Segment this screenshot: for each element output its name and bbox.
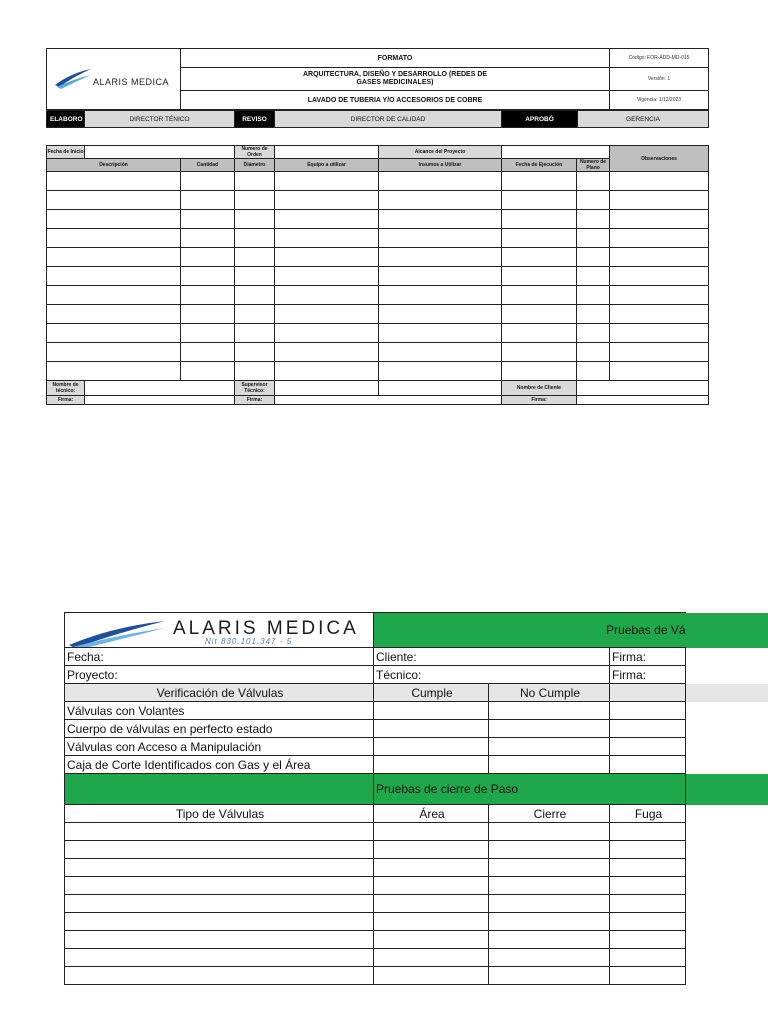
table-cell[interactable] — [577, 229, 610, 248]
table-cell[interactable] — [275, 362, 379, 381]
blank-header — [610, 684, 686, 702]
table-cell[interactable] — [65, 967, 374, 985]
table-row — [47, 305, 709, 324]
col-header: Insumos a Utilizar — [379, 159, 502, 172]
col-header: Descripción — [47, 159, 181, 172]
reviso-label: REVISO — [235, 111, 275, 128]
nombre-tecnico-field[interactable] — [85, 381, 235, 396]
fuga-header: Fuga — [610, 805, 686, 823]
blank-cell — [686, 931, 768, 949]
elaboro-value: DIRECTOR TÉNICO — [85, 111, 235, 128]
table-cell[interactable] — [235, 191, 275, 210]
blank-cell — [610, 756, 686, 774]
table-cell[interactable] — [489, 877, 610, 895]
table-row — [65, 841, 768, 859]
blank-cell — [686, 738, 768, 756]
table-cell[interactable] — [65, 949, 374, 967]
table-cell[interactable] — [275, 191, 379, 210]
blank-cell — [686, 756, 768, 774]
table-cell[interactable] — [489, 841, 610, 859]
table-cell[interactable] — [235, 267, 275, 286]
table-cell[interactable] — [181, 286, 235, 305]
table-cell[interactable] — [181, 362, 235, 381]
table-cell[interactable] — [489, 823, 610, 841]
firma-field[interactable] — [577, 396, 709, 405]
table-cell[interactable] — [610, 286, 709, 305]
table-cell[interactable] — [275, 343, 379, 362]
company-logo — [65, 613, 374, 648]
table-cell[interactable] — [275, 248, 379, 267]
table-cell[interactable] — [181, 305, 235, 324]
table-cell[interactable] — [65, 823, 374, 841]
no-cumple-cell[interactable] — [489, 756, 610, 774]
table-cell[interactable] — [379, 210, 502, 229]
valve-rows — [65, 823, 768, 985]
supervisor-label: Supervisor Técnico: — [235, 381, 275, 396]
table-cell[interactable] — [610, 895, 686, 913]
firma-label: Firma: — [47, 396, 85, 405]
table-cell[interactable] — [47, 267, 181, 286]
table-cell[interactable] — [275, 172, 379, 191]
table-row — [47, 248, 709, 267]
section2-left — [65, 774, 374, 805]
table-cell[interactable] — [47, 305, 181, 324]
form-version: Versión: 1 — [610, 68, 709, 91]
banner-overflow — [686, 613, 768, 648]
blank-cell — [610, 738, 686, 756]
no-cumple-cell[interactable] — [489, 702, 610, 720]
table-cell[interactable] — [275, 267, 379, 286]
nombre-cliente-label: Nombre de Cliente — [502, 381, 577, 396]
approval-bar — [46, 110, 709, 128]
table-cell[interactable] — [502, 305, 577, 324]
no-cumple-header: No Cumple — [489, 684, 610, 702]
table-cell[interactable] — [379, 286, 502, 305]
table-cell[interactable] — [610, 324, 709, 343]
table-cell[interactable] — [577, 343, 610, 362]
table-cell[interactable] — [610, 191, 709, 210]
table-cell[interactable] — [489, 967, 610, 985]
table-cell[interactable] — [502, 248, 577, 267]
table-cell[interactable] — [489, 949, 610, 967]
blank-cell — [686, 895, 768, 913]
table-cell[interactable] — [489, 895, 610, 913]
firma-field[interactable] — [275, 396, 502, 405]
nombre-cliente-field[interactable] — [577, 381, 709, 396]
table-cell[interactable] — [502, 324, 577, 343]
cierre-header: Cierre — [489, 805, 610, 823]
table-cell[interactable] — [610, 913, 686, 931]
table-cell[interactable] — [502, 362, 577, 381]
banner-title: Pruebas de Vá — [374, 613, 686, 648]
blank-cell — [610, 720, 686, 738]
table-cell[interactable] — [235, 324, 275, 343]
table-cell[interactable] — [502, 286, 577, 305]
logo-nit: Nit 830.101.347 - 5 — [205, 637, 293, 646]
table-cell[interactable] — [65, 877, 374, 895]
swoosh-logo-icon — [67, 619, 167, 648]
table-cell[interactable] — [577, 362, 610, 381]
cumple-cell[interactable] — [374, 738, 489, 756]
table-cell[interactable] — [235, 248, 275, 267]
table-cell[interactable] — [379, 248, 502, 267]
table-cell[interactable] — [275, 286, 379, 305]
table-cell[interactable] — [502, 343, 577, 362]
form-procedure: LAVADO DE TUBERIA Y/O ACCESORIOS DE COBRE — [181, 91, 610, 110]
check-item: Válvulas con Acceso a Manipulación — [65, 738, 374, 756]
table-cell[interactable] — [181, 210, 235, 229]
table-cell[interactable] — [610, 267, 709, 286]
no-cumple-cell[interactable] — [489, 738, 610, 756]
blank-cell — [686, 841, 768, 859]
form-header — [46, 48, 709, 110]
table-cell[interactable] — [577, 267, 610, 286]
check-item: Válvulas con Volantes — [65, 702, 374, 720]
table-cell[interactable] — [47, 229, 181, 248]
table-row — [65, 859, 768, 877]
table-cell[interactable] — [47, 286, 181, 305]
table-cell[interactable] — [181, 324, 235, 343]
cumple-cell[interactable] — [374, 756, 489, 774]
alcance-label: Alcance del Proyecto — [379, 146, 502, 159]
blank-cell — [379, 381, 502, 396]
table-cell[interactable] — [489, 931, 610, 949]
blank-cell — [686, 823, 768, 841]
table-row — [47, 229, 709, 248]
table-cell[interactable] — [577, 191, 610, 210]
col-header: Numero de Plano — [577, 159, 610, 172]
table-cell[interactable] — [577, 324, 610, 343]
table-row — [65, 967, 768, 985]
table-cell[interactable] — [275, 305, 379, 324]
table-cell[interactable] — [181, 267, 235, 286]
no-cumple-cell[interactable] — [489, 720, 610, 738]
fecha-label: Fecha: — [65, 648, 374, 666]
table-cell[interactable] — [489, 913, 610, 931]
table-cell[interactable] — [65, 859, 374, 877]
table-cell[interactable] — [235, 286, 275, 305]
table-cell[interactable] — [502, 172, 577, 191]
table-row — [65, 895, 768, 913]
table-cell[interactable] — [610, 248, 709, 267]
table-cell[interactable] — [235, 172, 275, 191]
table-cell[interactable] — [275, 210, 379, 229]
firma-label: Firma: — [610, 666, 686, 684]
col-header: Diámetro — [235, 159, 275, 172]
form-validity: Vigencia: 1/12/2023 — [610, 91, 709, 110]
table-cell[interactable] — [181, 343, 235, 362]
grid-rows — [47, 172, 709, 381]
table-cell[interactable] — [577, 248, 610, 267]
cumple-cell[interactable] — [374, 702, 489, 720]
table-cell[interactable] — [610, 362, 709, 381]
reviso-value: DIRECTOR DE CALIDAD — [275, 111, 502, 128]
verificacion-header: Verificación de Válvulas — [65, 684, 374, 702]
table-cell[interactable] — [610, 343, 709, 362]
blank-cell — [686, 702, 768, 720]
table-cell[interactable] — [610, 859, 686, 877]
blank-cell — [686, 805, 768, 823]
table-cell[interactable] — [610, 172, 709, 191]
table-cell[interactable] — [47, 248, 181, 267]
elaboro-label: ELABORO — [47, 111, 85, 128]
table-row — [47, 324, 709, 343]
aprobo-label: APROBÓ — [502, 111, 578, 128]
cumple-cell[interactable] — [374, 720, 489, 738]
table-cell[interactable] — [47, 172, 181, 191]
table-cell[interactable] — [502, 229, 577, 248]
blank-cell — [686, 720, 768, 738]
table-cell[interactable] — [577, 305, 610, 324]
table-row — [47, 210, 709, 229]
table-cell[interactable] — [65, 913, 374, 931]
observaciones-header: Observaciones — [610, 146, 709, 172]
table-cell[interactable] — [181, 229, 235, 248]
table-cell[interactable] — [577, 172, 610, 191]
table-cell[interactable] — [610, 305, 709, 324]
table-cell[interactable] — [379, 324, 502, 343]
table-cell[interactable] — [610, 823, 686, 841]
table-cell[interactable] — [47, 191, 181, 210]
table-row — [65, 877, 768, 895]
numero-orden-field[interactable] — [275, 146, 379, 159]
fecha-inicio-field[interactable] — [85, 146, 235, 159]
table-cell[interactable] — [235, 229, 275, 248]
col-header: Cantidad — [181, 159, 235, 172]
work-order-form — [46, 48, 708, 405]
table-cell[interactable] — [65, 895, 374, 913]
blank-cell — [610, 702, 686, 720]
logo-text: ALARIS MEDICA — [173, 618, 359, 639]
table-cell[interactable] — [379, 229, 502, 248]
nombre-tecnico-label: Nombre de técnico: — [47, 381, 85, 396]
fecha-inicio-label: Fecha de Inicio — [47, 146, 85, 159]
table-row — [65, 823, 768, 841]
table-cell[interactable] — [379, 172, 502, 191]
table-cell[interactable] — [374, 841, 489, 859]
blank-header — [686, 684, 768, 702]
form-subtitle: ARQUITECTURA, DISEÑO Y DESARROLLO (REDES DE GASES MEDICINALES) — [181, 68, 610, 91]
work-grid — [46, 145, 709, 405]
table-cell[interactable] — [379, 305, 502, 324]
table-cell[interactable] — [502, 210, 577, 229]
table-cell[interactable] — [379, 267, 502, 286]
table-cell[interactable] — [610, 967, 686, 985]
table-cell[interactable] — [181, 191, 235, 210]
blank-cell — [686, 967, 768, 985]
check-item: Caja de Corte Identificados con Gas y el Área — [65, 756, 374, 774]
table-cell[interactable] — [374, 877, 489, 895]
aprobo-value: GERENCIA — [578, 111, 709, 128]
table-cell[interactable] — [379, 343, 502, 362]
proyecto-label: Proyecto: — [65, 666, 374, 684]
table-row — [47, 172, 709, 191]
valve-test-form — [64, 612, 768, 985]
table-cell[interactable] — [610, 877, 686, 895]
form-title: FORMATO — [181, 49, 610, 68]
table-cell[interactable] — [610, 841, 686, 859]
table-cell[interactable] — [374, 931, 489, 949]
firma-label: Firma: — [502, 396, 577, 405]
table-row — [47, 343, 709, 362]
table-cell[interactable] — [374, 823, 489, 841]
valve-test-table — [64, 612, 768, 985]
tipo-header: Tipo de Válvulas — [65, 805, 374, 823]
company-logo — [47, 49, 181, 110]
table-row — [47, 286, 709, 305]
blank-cell — [686, 913, 768, 931]
table-cell[interactable] — [235, 362, 275, 381]
table-cell[interactable] — [489, 859, 610, 877]
blank-cell — [686, 949, 768, 967]
table-cell[interactable] — [47, 324, 181, 343]
table-cell[interactable] — [610, 931, 686, 949]
col-header: Equipo a utilizar — [275, 159, 379, 172]
table-cell[interactable] — [374, 895, 489, 913]
table-cell[interactable] — [374, 949, 489, 967]
table-cell[interactable] — [181, 172, 235, 191]
blank-cell — [686, 648, 768, 666]
blank-cell — [686, 666, 768, 684]
table-cell[interactable] — [374, 859, 489, 877]
numero-orden-label: Numero de Orden — [235, 146, 275, 159]
logo-text: ALARIS MEDICA — [93, 77, 170, 87]
table-cell[interactable] — [610, 949, 686, 967]
col-header: Fecha de Ejecución — [502, 159, 577, 172]
firma-field[interactable] — [85, 396, 235, 405]
table-cell[interactable] — [379, 362, 502, 381]
table-cell[interactable] — [502, 267, 577, 286]
check-item: Cuerpo de válvulas en perfecto estado — [65, 720, 374, 738]
table-cell[interactable] — [374, 967, 489, 985]
table-cell[interactable] — [235, 305, 275, 324]
table-cell[interactable] — [235, 210, 275, 229]
alcance-field[interactable] — [502, 146, 610, 159]
table-cell[interactable] — [235, 343, 275, 362]
table-cell[interactable] — [47, 210, 181, 229]
table-cell[interactable] — [610, 210, 709, 229]
cumple-header: Cumple — [374, 684, 489, 702]
table-cell[interactable] — [47, 343, 181, 362]
table-row — [65, 913, 768, 931]
table-row — [47, 191, 709, 210]
supervisor-field[interactable] — [275, 381, 379, 396]
tecnico-label: Técnico: — [374, 666, 610, 684]
swoosh-logo-icon — [53, 65, 93, 89]
table-row — [47, 267, 709, 286]
form-code: Código: FOR-ADD-MD-015 — [610, 49, 709, 68]
table-cell[interactable] — [275, 229, 379, 248]
table-cell[interactable] — [577, 210, 610, 229]
table-cell[interactable] — [47, 362, 181, 381]
table-cell[interactable] — [65, 931, 374, 949]
cliente-label: Cliente: — [374, 648, 610, 666]
firma-label: Firma: — [235, 396, 275, 405]
table-row — [65, 931, 768, 949]
section2-title: Pruebas de cierre de Paso — [374, 774, 686, 805]
table-cell[interactable] — [577, 286, 610, 305]
table-cell[interactable] — [374, 913, 489, 931]
table-row — [47, 362, 709, 381]
banner-overflow — [686, 774, 768, 805]
table-cell[interactable] — [65, 841, 374, 859]
firma-label: Firma: — [610, 648, 686, 666]
table-row — [65, 949, 768, 967]
table-cell[interactable] — [502, 191, 577, 210]
blank-cell — [686, 877, 768, 895]
table-cell[interactable] — [275, 324, 379, 343]
table-cell[interactable] — [610, 229, 709, 248]
table-cell[interactable] — [181, 248, 235, 267]
table-cell[interactable] — [379, 191, 502, 210]
blank-cell — [686, 859, 768, 877]
area-header: Área — [374, 805, 489, 823]
